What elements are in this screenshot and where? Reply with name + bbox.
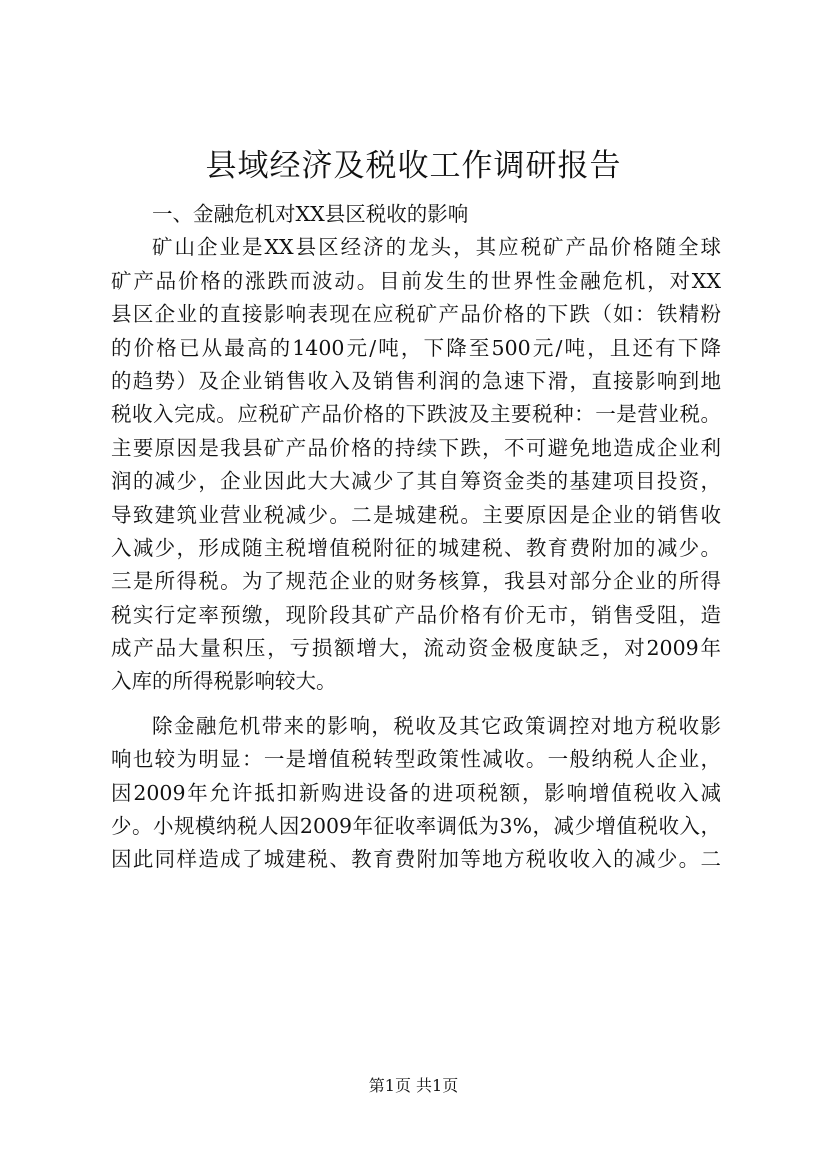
paragraph-line: 响也较为明显：一是增值税转型政策性减收。一般纳税人企业， bbox=[111, 747, 721, 772]
paragraph-line: 主要原因是我县矿产品价格的持续下跌，不可避免地造成企业利 bbox=[111, 435, 721, 460]
section-heading: 一、金融危机对XX县区税收的影响 bbox=[152, 202, 469, 226]
page-footer: 第1页 共1页 bbox=[368, 1076, 459, 1095]
paragraph-line: 因此同样造成了城建税、教育费附加等地方税收收入的减少。二 bbox=[111, 847, 721, 872]
paragraph-line: 润的减少，企业因此大大减少了其自筹资金类的基建项目投资， bbox=[111, 469, 721, 494]
paragraph-line: 导致建筑业营业税减少。二是城建税。主要原因是企业的销售收 bbox=[111, 502, 721, 527]
paragraph-spacer bbox=[111, 699, 721, 710]
paragraph-line: 县区企业的直接影响表现在应税矿产品价格的下跌（如：铁精粉 bbox=[111, 302, 721, 327]
paragraph-line: 三是所得税。为了规范企业的财务核算，我县对部分企业的所得 bbox=[111, 569, 721, 594]
paragraph-line: 矿产品价格的涨跌而波动。目前发生的世界性金融危机，对XX bbox=[111, 268, 721, 293]
paragraph-line: 因2009年允许抵扣新购进设备的进项税额，影响增值税收入减 bbox=[111, 780, 721, 805]
paragraph-line: 的趋势）及企业销售收入及销售利润的急速下滑，直接影响到地 bbox=[111, 368, 721, 393]
document-title: 县域经济及税收工作调研报告 bbox=[205, 148, 622, 184]
paragraph-line: 的价格已从最高的1400元/吨，下降至500元/吨，且还有下降 bbox=[111, 335, 721, 360]
paragraph-line: 入库的所得税影响较大。 bbox=[111, 669, 337, 694]
paragraph-line: 税实行定率预缴，现阶段其矿产品价格有价无市，销售受阻，造 bbox=[111, 602, 721, 627]
paragraph-line: 矿山企业是XX县区经济的龙头，其应税矿产品价格随全球 bbox=[152, 235, 721, 260]
paragraph-line: 税收入完成。应税矿产品价格的下跌波及主要税种：一是营业税。 bbox=[111, 402, 721, 427]
paragraph-line: 入减少，形成随主税增值税附征的城建税、教育费附加的减少。 bbox=[111, 535, 721, 560]
document-body bbox=[111, 198, 721, 877]
paragraph-line: 除金融危机带来的影响，税收及其它政策调控对地方税收影 bbox=[152, 713, 721, 738]
paragraph-line: 少。小规模纳税人因2009年征收率调低为3%，减少增值税收入， bbox=[111, 814, 721, 839]
paragraph-line: 成产品大量积压，亏损额增大，流动资金极度缺乏，对2009年 bbox=[111, 636, 721, 661]
